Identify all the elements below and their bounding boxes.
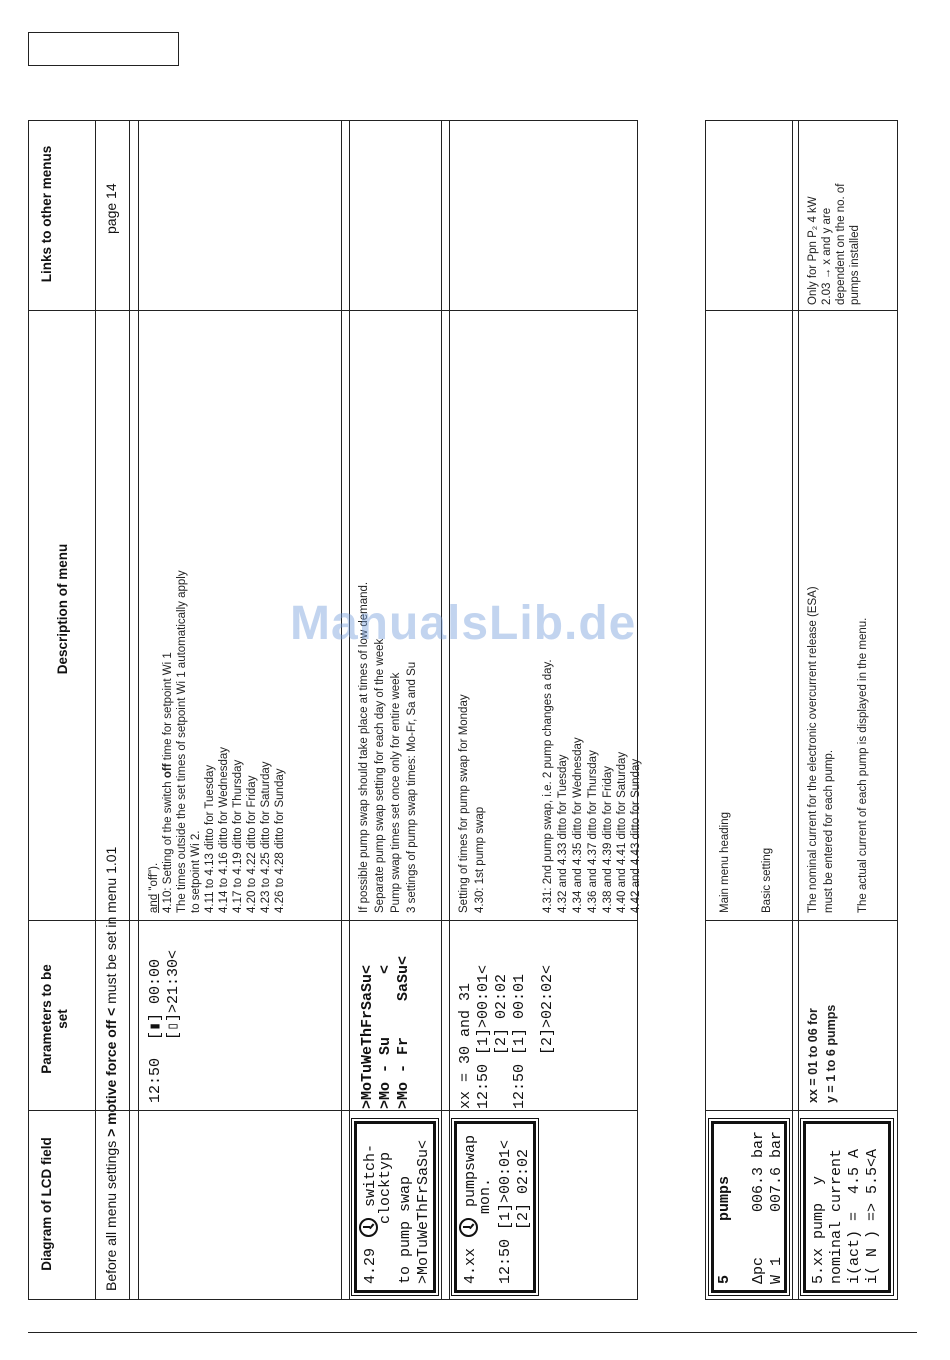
- row5-params-xx: xx = 01 to 06 for: [806, 1008, 820, 1103]
- row4-desc-heading: Main menu heading: [719, 811, 731, 913]
- row5-params-y: y = 1 to 6 pumps: [824, 1004, 838, 1103]
- lcd-5-pumps: 5 pumps Δpc 006.3 bar W 1 007.6 bar: [711, 1121, 787, 1293]
- table-block-main: Diagram of LCD field Parameters to be set Description of menu Links to other menus Before all menu settings > motive force off < must be set in menu 1.01 page 14 12:50 [▮] 00:00 [▯]>21:30< and "off"). 4.10: Setting of the switch off time for setpoint Wi 1 The times outside the set times of setpoint Wi 1 automatically apply to setpoint Wi 2. 4.11 to 4.13 ditto for Tuesday 4.14 to 4.16 ditto for Wednesday 4.17 to 4.19 ditto for Thursday 4.20 to 4.22 ditto for Friday 4.23 to 4.25 ditto for Saturday 4.26 to 4.28 ditto for Sunday 4.29 switch- clocktyp to pump swap >MoTuWeThFrSaSu< >MoTuWeThFrSaSu< >Mo - Su < >Mo - Fr SaSu< If possible pump swap should take place at times of low demand. Separate pump swap setting for each day of the week Pump swap times set once only for entire week 3 settings of pump swap times: Mo-Fr, Sa and Su 4.xx pumpswap mon. 12:50 [1]>00:01< [2] 02:02 xx = 30 and 31 12:50 [1]>00:01< [2] 02:02 12:50 [1] 00:01 [2]>02:02< Setting of times for pump swap for Monday 4.30: 1st pump swap 4.31: 2nd pump swap, i.e. 2 pump changes a day. 4.32 and 4.33 ditto for Tuesday 4.34 and 4.35 ditto for Wednesday 4.36 and 4.37 ditto for Thursday 4.38 and 4.39 ditto for Friday 4.40 and 4.41 ditto for Saturday 4.42 and 4.43 ditto for Sunday: [28, 120, 638, 1300]
- lcd-4-xx: 4.xx pumpswap mon. 12:50 [1]>00:01< [2] 02:02: [454, 1121, 536, 1293]
- header-blank-box: [28, 32, 179, 66]
- prereq-text: Before all menu settings > motive force off < must be set in menu 1.01: [103, 846, 119, 1291]
- prereq-link: page 14: [103, 183, 119, 234]
- rotated-table: [28, 120, 898, 1300]
- header-desc: Description of menu: [55, 543, 70, 675]
- header-links: Links to other menus: [39, 145, 54, 283]
- row4-desc-basic: Basic setting: [761, 847, 773, 913]
- header-params: Parameters to be set: [39, 964, 70, 1074]
- row5-links-2: dependent on the no. of: [835, 183, 847, 305]
- row5-desc-1: must be entered for each pump.: [823, 749, 835, 913]
- header-lcd: Diagram of LCD field: [39, 1137, 54, 1271]
- row5-desc-2: The actual current of each pump is displayed in the menu.: [857, 617, 869, 913]
- footer-rule: [28, 1332, 917, 1333]
- lcd-4-29: 4.29 switch- clocktyp to pump swap >MoTuWeThFrSaSu<: [354, 1121, 436, 1293]
- row5-links-0: Only for Ppn P₂ 4 kW: [807, 196, 819, 305]
- watermark: ManualsLib.de: [290, 597, 637, 650]
- clock-icon: [459, 1218, 478, 1237]
- clock-icon: [359, 1218, 378, 1237]
- lcd-5-xx-pump: 5.xx pump y nominal current i(act) = 4.5 A i( N ) => 5.5<A: [803, 1121, 891, 1293]
- row5-links-1: 2.03 → x and y are: [821, 207, 833, 305]
- row5-links-3: pumps installed: [849, 225, 861, 305]
- table-block-pumps: [705, 120, 898, 1300]
- row5-desc-0: The nominal current for the electronic overcurrent release (ESA): [807, 586, 819, 913]
